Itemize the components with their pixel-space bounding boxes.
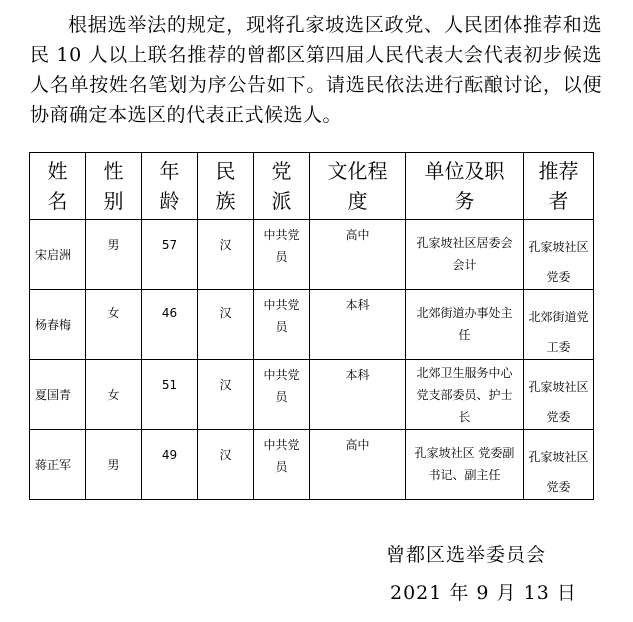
cell-education: 高中 (345, 438, 370, 452)
cell-recommender: 北郊街道党工委 (528, 310, 589, 354)
header-unit: 单位及职 务 (406, 153, 524, 220)
cell-name: 夏国青 (35, 387, 72, 402)
cell-ethnicity: 汉 (219, 378, 232, 392)
cell-name: 宋启洲 (35, 247, 72, 262)
header-education: 文化程 度 (310, 153, 406, 220)
table-row (30, 220, 594, 290)
cell-party: 中共党员 (263, 298, 300, 334)
cell-recommender: 孔家坡社区党委 (528, 240, 589, 284)
cell-name: 蒋正军 (35, 457, 72, 472)
cell-education: 高中 (345, 228, 370, 242)
cell-sex: 女 (107, 306, 120, 320)
cell-ethnicity: 汉 (219, 448, 232, 462)
header-sex: 性 别 (86, 153, 142, 220)
cell-party: 中共党员 (263, 368, 300, 404)
candidate-table (29, 152, 594, 500)
cell-ethnicity: 汉 (219, 238, 232, 252)
table-row (30, 360, 594, 430)
cell-party: 中共党员 (263, 228, 300, 264)
issuer-signature: 曾都区选举委员会 (386, 544, 547, 566)
cell-unit: 孔家坡社区居委会会计 (416, 236, 513, 272)
table-row (30, 290, 594, 360)
header-name: 姓 名 (30, 153, 86, 220)
cell-education: 本科 (345, 298, 370, 312)
header-age: 年 龄 (142, 153, 198, 220)
cell-sex: 男 (107, 238, 120, 252)
cell-age: 57 (161, 238, 178, 252)
table-header-row (30, 153, 594, 220)
cell-party: 中共党员 (263, 438, 300, 474)
header-recommender: 推荐 者 (524, 153, 594, 220)
cell-recommender: 孔家坡社区党委 (528, 380, 589, 424)
cell-sex: 女 (107, 388, 120, 402)
cell-recommender: 孔家坡社区党委 (528, 450, 589, 494)
header-party: 党 派 (254, 153, 310, 220)
header-ethnicity: 民 族 (198, 153, 254, 220)
cell-sex: 男 (107, 458, 120, 472)
cell-education: 本科 (345, 368, 370, 382)
cell-unit: 北郊卫生服务中心党支部委员、护士长 (416, 366, 513, 424)
issue-date: 2021 年 9 月 13 日 (390, 582, 577, 604)
cell-age: 51 (161, 378, 178, 392)
cell-ethnicity: 汉 (219, 306, 232, 320)
notice-intro: 根据选举法的规定，现将孔家坡选区政党、人民团体推荐和选民 10 人以上联名推荐的曾都区第四届人民代表大会代表初步候选人名单按姓名笔划为序公告如下。请选民依法进行酝酿讨论，以便协商确定本选区的代表正式候选人。 (30, 14, 602, 126)
cell-age: 49 (161, 448, 178, 462)
cell-name: 杨春梅 (35, 317, 72, 332)
table-row (30, 430, 594, 500)
cell-unit: 北郊街道办事处主任 (416, 306, 513, 342)
cell-unit: 孔家坡社区 党委副书记、副主任 (414, 446, 515, 482)
cell-age: 46 (161, 306, 178, 320)
